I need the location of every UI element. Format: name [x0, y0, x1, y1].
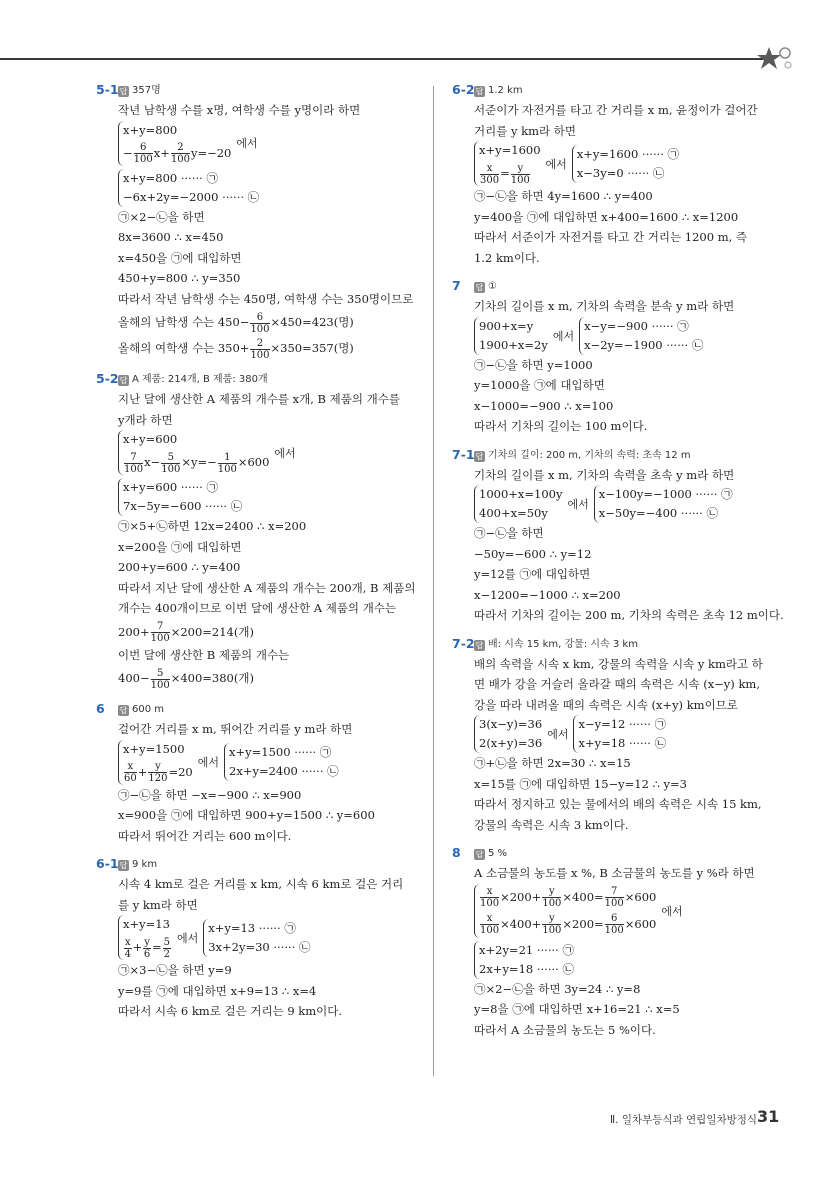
fraction — [605, 913, 624, 936]
answer-badge: 답 — [119, 87, 128, 96]
answer-text: 600 m — [132, 704, 165, 715]
equation: 1900+x=2y — [479, 337, 548, 352]
equation-system — [474, 485, 792, 523]
equation: 400+x=50y — [479, 506, 548, 520]
equation: 2(x+y)=36 — [479, 736, 543, 750]
solution-line: A 소금물의 농도를 x %, B 소금물의 농도를 y %라 하면 — [474, 866, 755, 880]
equation: 3(x−y)=36 — [479, 717, 543, 731]
connector-word: 에서 — [567, 498, 589, 511]
denominator: 60 — [124, 773, 137, 784]
connector-word: 에서 — [552, 329, 575, 343]
equation: x+y=13 ······ ㉠ — [208, 920, 296, 935]
system-brace — [118, 121, 231, 166]
equation: 2x+y=18 ······ ㉡ — [479, 961, 574, 976]
term: y=−20 — [190, 145, 232, 160]
column-divider — [433, 86, 434, 1076]
equation: 900+x=y — [479, 318, 534, 333]
answer-line — [474, 845, 792, 863]
term: ×y=− — [181, 455, 217, 469]
solution-line: x−1000=−900 ∴ x=100 — [474, 398, 614, 413]
numerator: 6 — [134, 142, 153, 154]
system-brace — [118, 169, 259, 207]
term: 400− — [118, 671, 150, 685]
term: ×400= — [562, 889, 604, 904]
term: + — [132, 940, 143, 954]
problem-7 — [452, 278, 792, 437]
solution-line: 걸어간 거리를 x m, 뛰어간 거리를 y m라 하면 — [118, 722, 353, 736]
denominator: 300 — [480, 174, 500, 186]
equation: x+y=13 — [123, 917, 170, 931]
equation: x−y=12 ······ ㉠ — [578, 717, 667, 731]
term: ×400+ — [500, 916, 542, 931]
solution-line: x=200을 ㉠에 대입하면 — [118, 539, 242, 554]
left-column — [96, 82, 426, 1032]
equation-system — [474, 141, 792, 186]
problem-number: 6-1 — [96, 856, 119, 871]
solution-line: ㉠+㉡을 하면 2x=30 ∴ x=15 — [474, 756, 631, 770]
solution-line: ㉠−㉡을 하면 y=1000 — [474, 357, 593, 372]
term: ×200= — [562, 916, 604, 931]
denominator: 100 — [542, 925, 562, 936]
answer-line — [118, 701, 426, 719]
solution-line: y=1000을 ㉠에 대입하면 — [474, 378, 605, 392]
fraction — [511, 163, 530, 186]
numerator: y — [511, 163, 530, 175]
answer-line — [474, 278, 792, 296]
problem-7-2 — [452, 636, 792, 836]
problem-number: 5-1 — [96, 82, 119, 97]
denominator: 100 — [161, 463, 181, 475]
equation-system — [118, 430, 426, 475]
numerator: 5 — [151, 668, 170, 680]
denominator: 100 — [510, 174, 530, 186]
answer-line — [118, 856, 426, 874]
fraction — [161, 452, 180, 475]
numerator: 6 — [250, 312, 269, 324]
numerator: 7 — [605, 886, 624, 898]
problem-number: 8 — [452, 845, 461, 860]
numerator: 2 — [250, 338, 269, 350]
numerator: 7 — [151, 621, 170, 633]
footer-chapter-label: Ⅱ. 일차부등식과 연립일차방정식 — [610, 1114, 758, 1126]
numerator: 5 — [161, 452, 180, 464]
answer-text: 5 % — [488, 848, 508, 859]
solution-line: 면 배가 강을 거슬러 올라갈 때의 속력은 시속 (x−y) km, — [474, 677, 760, 691]
system-brace — [474, 884, 656, 938]
numerator: 1 — [218, 452, 237, 464]
system-brace — [118, 478, 242, 516]
solution-line: 따라서 정지하고 있는 물에서의 배의 속력은 시속 15 km, — [474, 797, 762, 811]
term: ×600 — [237, 455, 270, 469]
answer-badge: 답 — [475, 640, 484, 650]
solution-line: 기차의 길이를 x m, 기차의 속력을 초속 y m라 하면 — [474, 467, 735, 482]
numerator: 2 — [171, 142, 190, 154]
solution-line — [118, 619, 426, 645]
denominator: 4 — [124, 948, 131, 960]
numerator: y — [144, 936, 150, 948]
fraction — [171, 142, 190, 165]
system-brace — [224, 743, 339, 781]
fraction — [480, 163, 499, 186]
solution-line: 지난 달에 생산한 A 제품의 개수를 x개, B 제품의 개수를 — [118, 392, 400, 406]
equation — [123, 140, 231, 166]
problem-number: 7-1 — [452, 446, 475, 462]
denominator: 100 — [604, 925, 624, 936]
solution-line: ㉠×3−㉡을 하면 y=9 — [118, 963, 232, 977]
term: x+ — [153, 145, 170, 160]
solution-line: 기차의 길이를 x m, 기차의 속력을 분속 y m라 하면 — [474, 299, 735, 313]
solution-line — [118, 309, 426, 335]
connector-word: 에서 — [236, 137, 258, 150]
equation-system — [118, 121, 426, 166]
answer-line — [474, 447, 792, 465]
equation — [479, 160, 541, 186]
fraction — [124, 761, 137, 784]
equation: x−100y=−1000 ······ ㉠ — [598, 487, 733, 501]
numerator: x — [480, 886, 499, 898]
solution-line: 강을 따라 내려올 때의 속력은 시속 (x+y) km이므로 — [474, 697, 738, 712]
equation-system — [474, 715, 792, 753]
solution-line: 강물의 속력은 시속 3 km이다. — [474, 817, 629, 832]
denominator: 100 — [150, 633, 170, 644]
solution-line: 를 y km라 하면 — [118, 897, 198, 912]
connector-word: 에서 — [545, 157, 567, 171]
problem-6-2 — [452, 82, 792, 268]
equation: 1000+x=100y — [479, 487, 563, 501]
answer-text: 배: 시속 15 km, 강물: 시속 3 km — [488, 638, 638, 650]
equation-system — [474, 941, 792, 979]
connector-word: 에서 — [661, 904, 683, 918]
equation: x+2y=21 ······ ㉠ — [479, 942, 574, 957]
system-brace — [474, 941, 574, 979]
fraction — [480, 913, 499, 936]
fraction — [143, 937, 151, 960]
numerator: y — [542, 913, 561, 925]
solution-line — [118, 665, 426, 691]
fraction — [605, 886, 624, 909]
term: − — [123, 145, 133, 160]
equation: 2x+y=2400 ······ ㉡ — [229, 764, 339, 778]
solution-line: 따라서 시속 6 km로 걸은 거리는 9 km이다. — [118, 1004, 343, 1018]
solution-line: 따라서 A 소금물의 농도는 5 %이다. — [474, 1022, 656, 1037]
connector-word: 에서 — [547, 728, 569, 741]
solution-line: 따라서 기차의 길이는 100 m이다. — [474, 419, 648, 433]
equation — [123, 759, 193, 785]
solution-line: 거리를 y km라 하면 — [474, 123, 576, 138]
problem-number: 5-2 — [96, 371, 119, 386]
solution-line: 200+y=600 ∴ y=400 — [118, 560, 241, 574]
term: ×600 — [624, 889, 657, 904]
solution-line: ㉠−㉡을 하면 4y=1600 ∴ y=400 — [474, 189, 653, 203]
problem-7-1 — [452, 447, 792, 626]
problem-number: 7-2 — [452, 635, 475, 651]
fraction — [542, 886, 561, 909]
solution-line: −50y=−600 ∴ y=12 — [474, 546, 592, 561]
equation: x+y=1600 ······ ㉠ — [576, 146, 680, 161]
equation: x−2y=−1900 ······ ㉡ — [584, 337, 704, 352]
term: 200+ — [118, 624, 150, 639]
solution-line: 개수는 400개이므로 이번 달에 생산한 A 제품의 개수는 — [118, 601, 397, 615]
problem-8 — [452, 845, 792, 1040]
equation — [479, 911, 656, 938]
connector-word: 에서 — [197, 756, 220, 769]
problem-number: 6 — [96, 701, 105, 716]
connector-word: 에서 — [274, 446, 296, 460]
system-brace — [474, 485, 562, 523]
solution-line: 450+y=800 ∴ y=350 — [118, 271, 241, 285]
answer-badge: 답 — [119, 376, 128, 385]
problem-5-2 — [96, 371, 426, 691]
solution-line: 배의 속력을 시속 x km, 강물의 속력을 시속 y km라고 하 — [474, 656, 763, 671]
connector-word: 에서 — [176, 931, 199, 945]
equation: 3x+2y=30 ······ ㉡ — [208, 939, 311, 954]
denominator: 2 — [163, 948, 170, 960]
term: 올해의 남학생 수는 450− — [118, 315, 250, 329]
system-brace — [118, 430, 269, 475]
denominator: 100 — [250, 323, 270, 335]
term: ×200+ — [500, 889, 542, 904]
star-icon — [755, 43, 795, 75]
equation — [123, 449, 269, 475]
numerator: 5 — [163, 936, 170, 948]
equation — [123, 934, 172, 960]
system-brace — [118, 740, 193, 785]
solution-line: 따라서 지난 달에 생산한 A 제품의 개수는 200개, B 제품의 — [118, 580, 416, 595]
answer-line — [474, 82, 792, 100]
solution-line: 따라서 작년 남학생 수는 450명, 여학생 수는 350명이므로 — [118, 291, 414, 306]
problem-6-1 — [96, 856, 426, 1022]
problem-5-1 — [96, 82, 426, 361]
answer-text: 357명 — [132, 85, 161, 96]
system-brace — [579, 317, 703, 355]
equation: −6x+2y=−2000 ······ ㉡ — [123, 189, 260, 204]
denominator: 6 — [143, 948, 151, 960]
fraction — [151, 668, 170, 691]
system-brace — [474, 141, 541, 186]
denominator: 100 — [150, 679, 170, 691]
system-brace — [474, 317, 548, 355]
answer-text: 1.2 km — [488, 85, 523, 96]
system-brace — [572, 145, 679, 183]
term: x− — [144, 455, 161, 469]
top-rule — [0, 58, 770, 60]
solution-line: x=900을 ㉠에 대입하면 900+y=1500 ∴ y=600 — [118, 808, 375, 822]
solution-line: ㉠−㉡을 하면 −x=−900 ∴ x=900 — [118, 787, 302, 802]
term: ×400=380(개) — [170, 671, 254, 685]
solution-line: 따라서 뛰어간 거리는 600 m이다. — [118, 828, 292, 843]
solution-line: x=450을 ㉠에 대입하면 — [118, 250, 242, 265]
equation: x+y=1600 — [479, 143, 541, 157]
fraction — [151, 621, 170, 644]
equation-system — [118, 915, 426, 960]
solution-line: y개라 하면 — [118, 412, 173, 427]
solution-line: 시속 4 km로 걸은 거리를 x km, 시속 6 km로 걸은 거리 — [118, 877, 404, 891]
solution-line: 이번 달에 생산한 B 제품의 개수는 — [118, 647, 290, 662]
denominator: 100 — [604, 898, 624, 909]
numerator: x — [125, 936, 131, 948]
solution-line: 8x=3600 ∴ x=450 — [118, 230, 224, 244]
fraction — [250, 338, 269, 361]
solution-line: 따라서 서준이가 자전거를 타고 간 거리는 1200 m, 즉 — [474, 230, 748, 244]
solution-line: y=400을 ㉠에 대입하면 x+400=1600 ∴ x=1200 — [474, 209, 739, 224]
denominator: 100 — [124, 463, 144, 475]
solution-line: y=12를 ㉠에 대입하면 — [474, 567, 591, 581]
answer-badge: 답 — [119, 706, 128, 715]
answer-badge: 답 — [475, 283, 484, 292]
solution-line: 1.2 km이다. — [474, 250, 540, 265]
answer-badge: 답 — [475, 87, 484, 96]
equation: x−3y=0 ······ ㉡ — [576, 165, 665, 180]
numerator: 7 — [124, 452, 143, 464]
solution-line: ㉠×2−㉡을 하면 — [118, 209, 205, 224]
fraction — [124, 452, 143, 475]
fraction — [134, 142, 153, 165]
equation-system — [474, 884, 792, 938]
equation-system — [118, 169, 426, 207]
numerator: y — [148, 761, 167, 773]
answer-line — [474, 636, 792, 654]
solution-line: ㉠×5+㉡하면 12x=2400 ∴ x=200 — [118, 519, 307, 533]
solution-line: y=8을 ㉠에 대입하면 x+16=21 ∴ x=5 — [474, 1002, 680, 1016]
term: = — [500, 166, 510, 180]
fraction — [148, 761, 167, 784]
equation: x+y=600 ······ ㉠ — [123, 480, 218, 494]
equation-system — [474, 317, 792, 355]
equation-system — [118, 740, 426, 785]
solution-line: 작년 남학생 수를 x명, 여학생 수를 y명이라 하면 — [118, 103, 361, 117]
solution-line: ㉠×2−㉡을 하면 3y=24 ∴ y=8 — [474, 981, 641, 996]
page-number: 31 — [757, 1107, 780, 1126]
solution-line: ㉠−㉡을 하면 — [474, 526, 544, 540]
fraction — [218, 452, 237, 475]
solution-line: x−1200=−1000 ∴ x=200 — [474, 587, 621, 602]
denominator: 100 — [133, 154, 153, 165]
equation: x−y=−900 ······ ㉠ — [584, 318, 689, 333]
equation: x+y=1500 ······ ㉠ — [229, 745, 332, 759]
equation: x+y=600 — [123, 432, 178, 446]
fraction — [163, 937, 171, 960]
denominator: 120 — [148, 773, 168, 784]
term: 올해의 여학생 수는 350+ — [118, 341, 250, 355]
term: ×450=423(명) — [270, 315, 354, 329]
answer-text: 9 km — [132, 859, 158, 870]
answer-line — [118, 371, 426, 389]
solution-line: x=15를 ㉠에 대입하면 15−y=12 ∴ y=3 — [474, 776, 687, 791]
answer-text: 기차의 길이: 200 m, 기차의 속력: 초속 12 m — [488, 449, 691, 461]
numerator: x — [124, 761, 137, 773]
term: ×350=357(명) — [270, 341, 354, 355]
numerator: x — [480, 163, 499, 175]
solution-line: 서준이가 자전거를 타고 간 거리를 x m, 윤정이가 걸어간 — [474, 103, 758, 117]
answer-line — [118, 82, 426, 100]
numerator: y — [542, 886, 561, 898]
equation: 7x−5y=−600 ······ ㉡ — [123, 499, 243, 513]
problem-number: 6-2 — [452, 82, 475, 97]
system-brace — [118, 915, 172, 960]
problem-number: 7 — [452, 278, 461, 293]
answer-badge: 답 — [475, 850, 484, 859]
equation: x−50y=−400 ······ ㉡ — [598, 506, 718, 520]
denominator: 100 — [542, 898, 562, 909]
fraction — [250, 312, 269, 335]
equation: x+y=1500 — [123, 741, 185, 756]
answer-text: ① — [488, 281, 497, 292]
term: ×200=214(개) — [170, 624, 254, 639]
problem-6 — [96, 701, 426, 846]
solution-line — [118, 335, 426, 361]
equation: x+y=18 ······ ㉡ — [578, 736, 667, 750]
equation — [479, 884, 656, 911]
numerator: x — [480, 913, 499, 925]
equation: x+y=800 ······ ㉠ — [123, 170, 218, 185]
system-brace — [594, 485, 733, 523]
solution-line: y=9를 ㉠에 대입하면 x+9=13 ∴ x=4 — [118, 983, 317, 998]
equation: x+y=800 — [123, 122, 178, 137]
equation-system — [118, 478, 426, 516]
denominator: 100 — [480, 925, 500, 936]
numerator: 6 — [605, 913, 624, 925]
fraction — [480, 886, 499, 909]
fraction — [124, 937, 132, 960]
solution-line: 따라서 기차의 길이는 200 m, 기차의 속력은 초속 12 m이다. — [474, 608, 784, 622]
system-brace — [573, 715, 666, 753]
denominator: 100 — [480, 898, 500, 909]
system-brace — [203, 919, 310, 957]
term: = — [151, 940, 162, 954]
term: =20 — [168, 764, 193, 779]
right-column — [452, 82, 792, 1050]
system-brace — [474, 715, 542, 753]
fraction — [542, 913, 561, 936]
answer-badge: 답 — [475, 451, 484, 461]
denominator: 100 — [170, 154, 190, 165]
answer-text: A 제품: 214개, B 제품: 380개 — [132, 374, 268, 385]
denominator: 100 — [217, 463, 237, 475]
term: ×600 — [624, 916, 657, 931]
term: + — [137, 764, 148, 779]
answer-badge: 답 — [119, 861, 128, 870]
denominator: 100 — [250, 349, 270, 361]
